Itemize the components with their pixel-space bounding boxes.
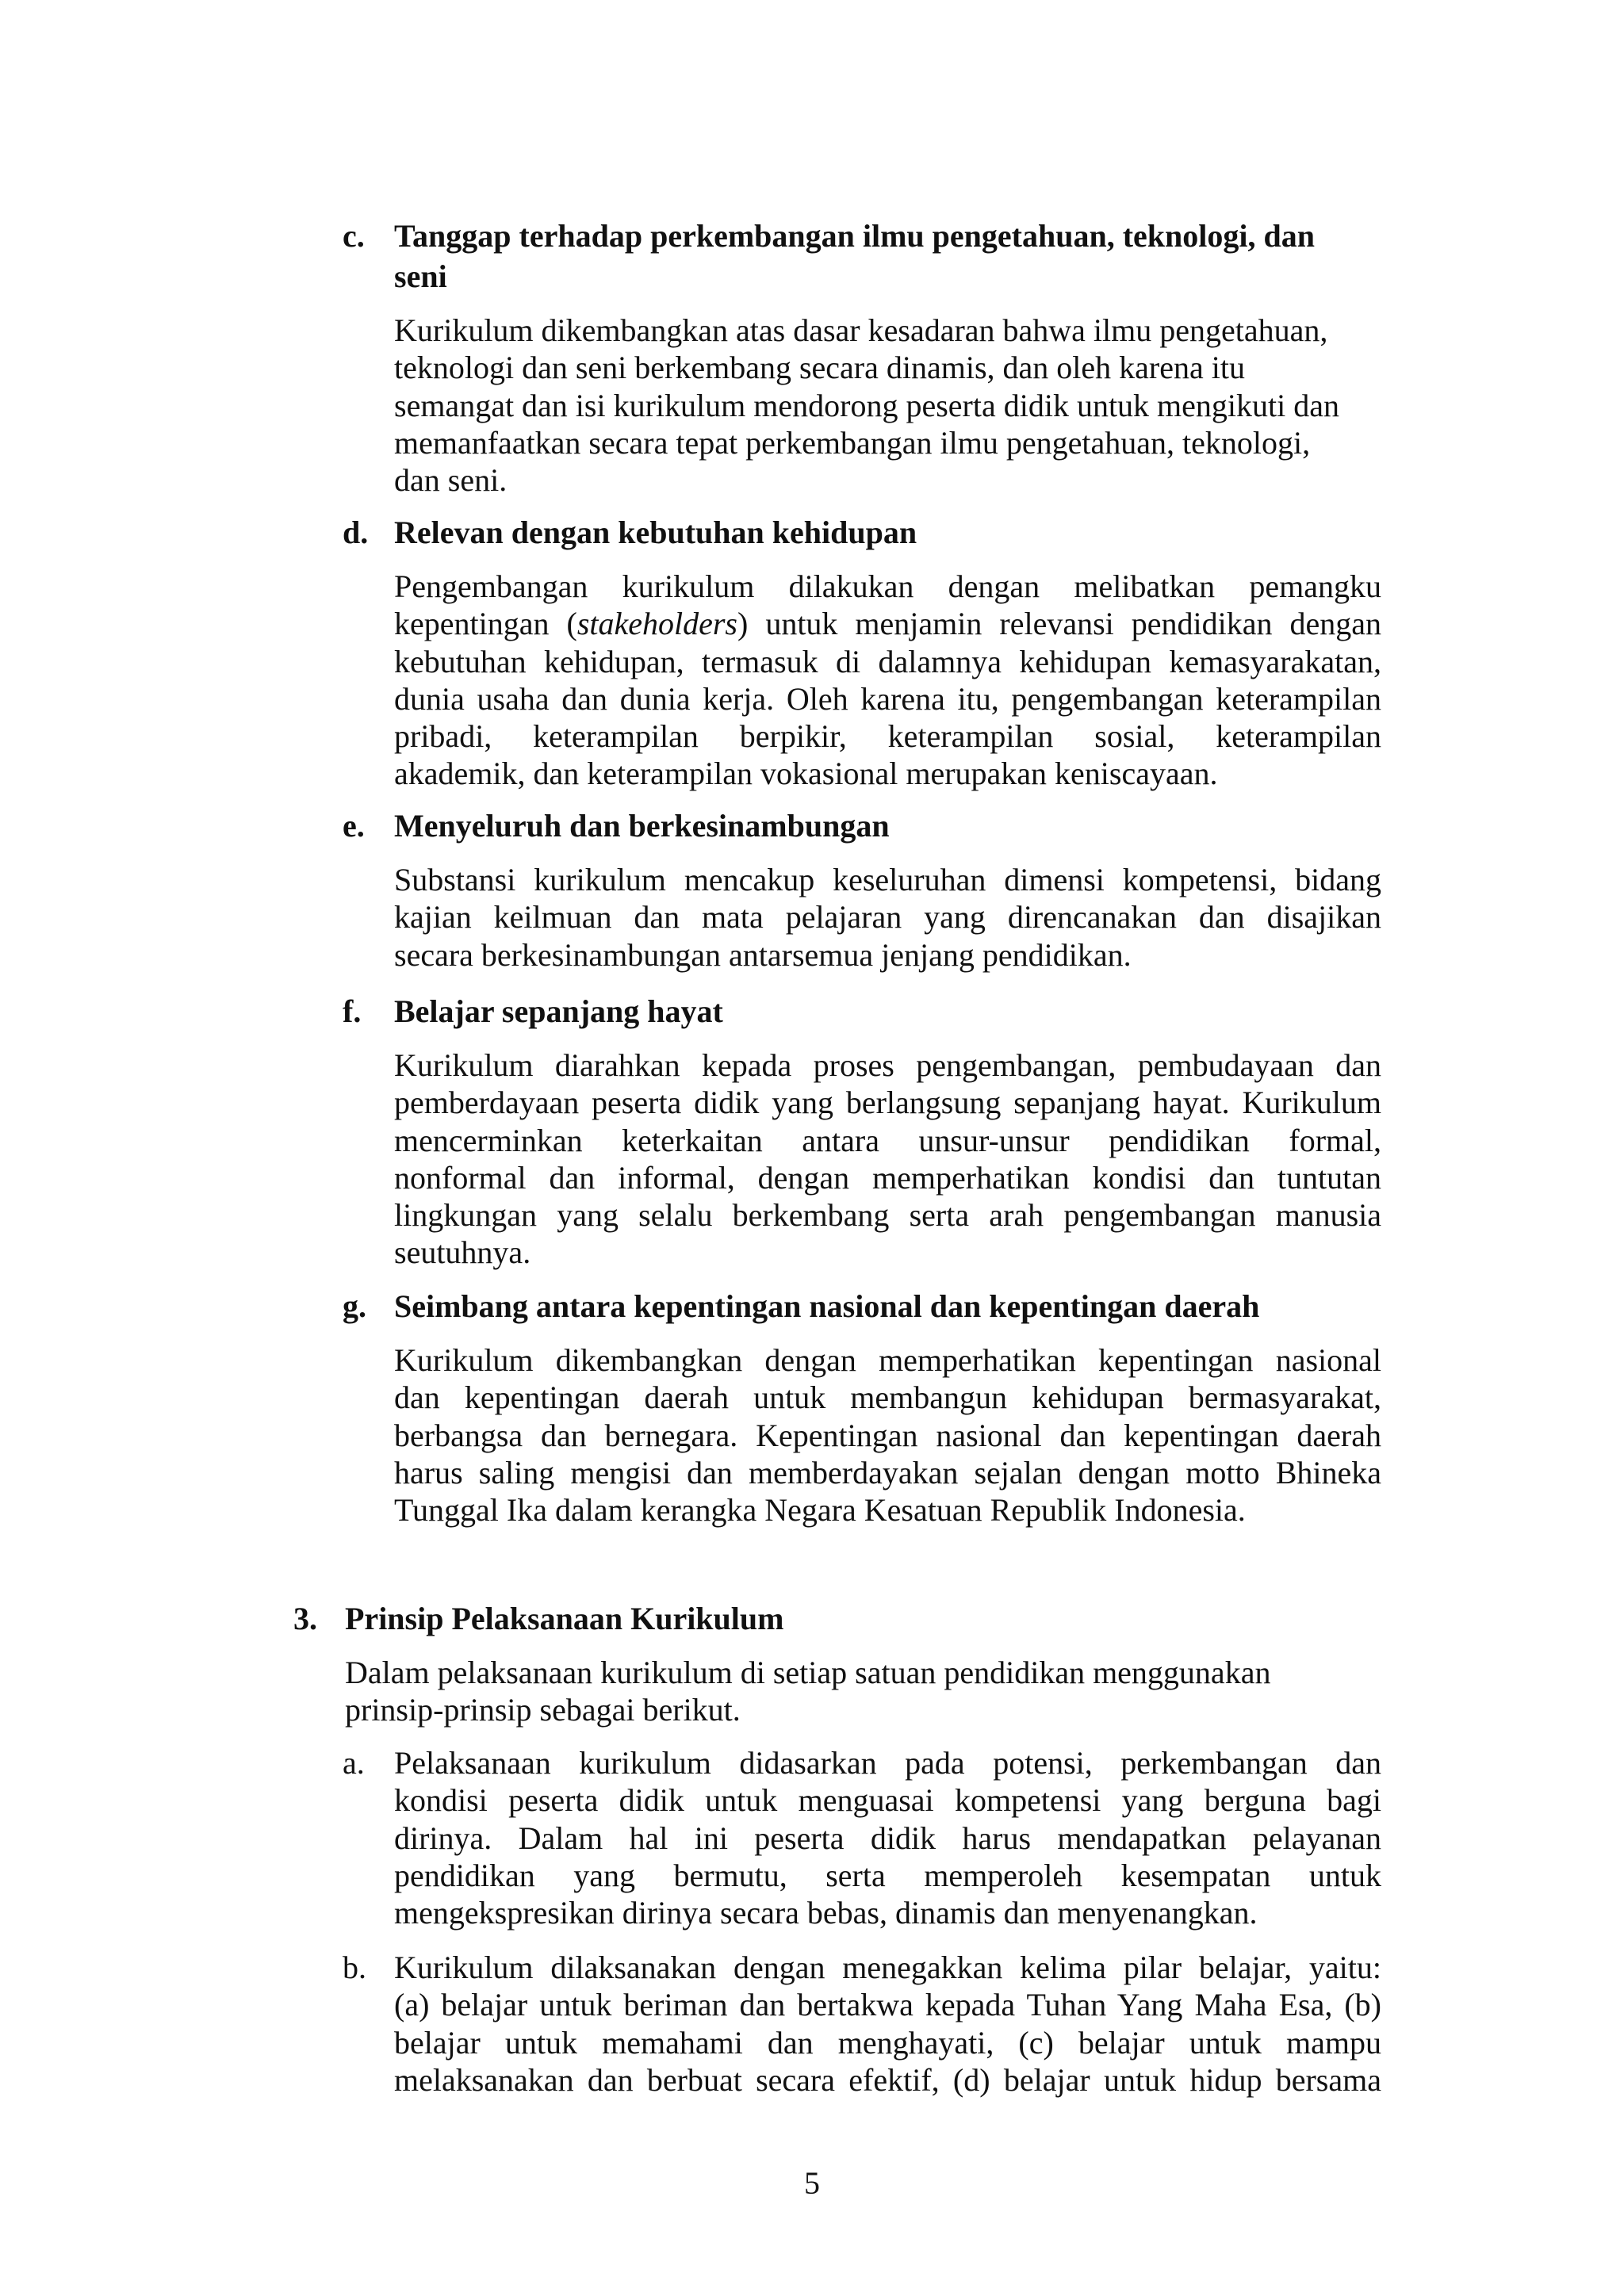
italic-term: stakeholders [576,606,737,642]
body-line: berbangsa dan bernegara. Kepentingan nasional dan kepentingan daerah [394,1417,1381,1453]
body-line: secara berkesinambungan antarsemua jenjang pendidikan. [394,936,1132,973]
body-line: Pengembangan kurikulum dilakukan dengan melibatkan pemangku [394,568,1381,604]
body-line: dan kepentingan daerah untuk membangun kehidupan bermasyarakat, [394,1380,1381,1416]
item-body [343,312,1381,499]
body-line: Kurikulum dikembangkan atas dasar kesadaran bahwa ilmu pengetahuan, [394,312,1328,348]
body-line: akademik, dan keterampilan vokasional merupakan keniscayaan. [394,756,1218,792]
item-letter: c. [343,218,365,254]
body-line: kajian keilmuan dan mata pelajaran yang direncanakan dan disajikan [394,899,1381,936]
body-line: mencerminkan keterkaitan antara unsur-unsur pendidikan formal, [394,1122,1381,1158]
body-line: Tunggal Ika dalam kerangka Negara Kesatuan Republik Indonesia. [394,1492,1246,1529]
body-line: semangat dan isi kurikulum mendorong peserta didik untuk mengikuti dan [394,387,1340,423]
item-heading [343,991,1381,1031]
principle-item-f [343,991,1381,1272]
section-heading [293,1598,1381,1639]
subitem-line: Pelaksanaan kurikulum didasarkan pada potensi, perkembangan dan [394,1745,1381,1781]
body-line: Substansi kurikulum mencakup keseluruhan dimensi kompetensi, bidang [394,862,1381,897]
item-title: Menyeluruh dan berkesinambungan [394,808,890,844]
item-title: Relevan dengan kebutuhan kehidupan [394,515,917,550]
body-line: lingkungan yang selalu berkembang serta arah pengembangan manusia [394,1197,1381,1234]
principle-item-c [343,216,1381,499]
intro-line: Dalam pelaksanaan kurikulum di setiap satuan pendidikan menggunakan [345,1655,1271,1690]
subitem-line: kondisi peserta didik untuk menguasai kompetensi yang berguna bagi [394,1782,1381,1819]
implementation-item-b [343,1949,1381,2099]
section-3 [293,1598,1381,1729]
item-heading [343,216,1381,297]
item-body [343,1047,1381,1272]
body-line: nonformal dan informal, dengan memperhatikan kondisi dan tuntutan [394,1159,1381,1196]
item-heading [343,512,1381,553]
subitem-line: Kurikulum dilaksanakan dengan menegakkan kelima pilar belajar, yaitu: [394,1950,1381,1985]
item-title-line: Tanggap terhadap perkembangan ilmu pengetahuan, teknologi, dan [394,218,1316,254]
principle-item-d [343,512,1381,793]
section-number: 3. [293,1601,317,1636]
body-line: Kurikulum diarahkan kepada proses pengembangan, pembudayaan dan [394,1047,1381,1083]
item-title-line: seni [394,258,447,294]
item-letter: e. [343,808,365,844]
subitem-line: melaksanakan dan berbuat secara efektif, (d) belajar untuk hidup bersama [394,2061,1381,2098]
item-body [343,861,1381,974]
item-letter: g. [343,1288,366,1324]
item-body [343,568,1381,793]
subitem-letter: b. [343,1950,366,1985]
body-line: dan seni. [394,462,508,499]
item-heading [343,1286,1381,1326]
principle-item-g [343,1286,1381,1529]
body-line: seutuhnya. [394,1234,531,1271]
intro-line: prinsip-prinsip sebagai berikut. [345,1692,741,1728]
item-title: Belajar sepanjang hayat [394,993,723,1029]
section-title: Prinsip Pelaksanaan Kurikulum [345,1601,784,1636]
body-line: harus saling mengisi dan memberdayakan sejalan dengan motto Bhineka [394,1454,1381,1490]
item-letter: f. [343,993,362,1029]
body-line: dunia usaha dan dunia kerja. Oleh karena itu, pengembangan keterampilan [394,680,1381,717]
item-title: Seimbang antara kepentingan nasional dan kepentingan daerah [394,1288,1260,1324]
body-line: pemberdayaan peserta didik yang berlangsung sepanjang hayat. Kurikulum [394,1085,1381,1121]
page-number: 5 [804,2165,820,2201]
subitem-line: belajar untuk memahami dan menghayati, (c) belajar untuk mampu [394,2024,1381,2061]
principle-item-e [343,806,1381,974]
section-intro [293,1654,1381,1729]
subitem-text [343,1744,1381,1931]
item-body [343,1341,1381,1529]
body-line: pribadi, keterampilan berpikir, keterampilan sosial, keterampilan [394,718,1381,755]
item-heading [343,806,1381,846]
body-line: Kurikulum dikembangkan dengan memperhatikan kepentingan nasional [394,1342,1381,1378]
subitem-line: pendidikan yang bermutu, serta memperoleh kesempatan untuk [394,1857,1381,1893]
subitem-letter: a. [343,1745,365,1781]
implementation-item-a [343,1744,1381,1931]
body-line: memanfaatkan secara tepat perkembangan ilmu pengetahuan, teknologi, [394,424,1311,461]
subitem-line: mengekspresikan dirinya secara bebas, dinamis dan menyenangkan. [394,1895,1258,1931]
body-line-with-italic: kepentingan (stakeholders) untuk menjamin relevansi pendidikan dengan [394,606,1381,642]
body-line: kebutuhan kehidupan, termasuk di dalamnya kehidupan kemasyarakatan, [394,643,1381,679]
body-line: teknologi dan seni berkembang secara dinamis, dan oleh karena itu [394,350,1245,386]
subitem-line: (a) belajar untuk beriman dan bertakwa kepada Tuhan Yang Maha Esa, (b) [394,1987,1381,2023]
subitem-text [343,1949,1381,2099]
subitem-line: dirinya. Dalam hal ini peserta didik harus mendapatkan pelayanan [394,1820,1381,1856]
item-letter: d. [343,515,369,550]
